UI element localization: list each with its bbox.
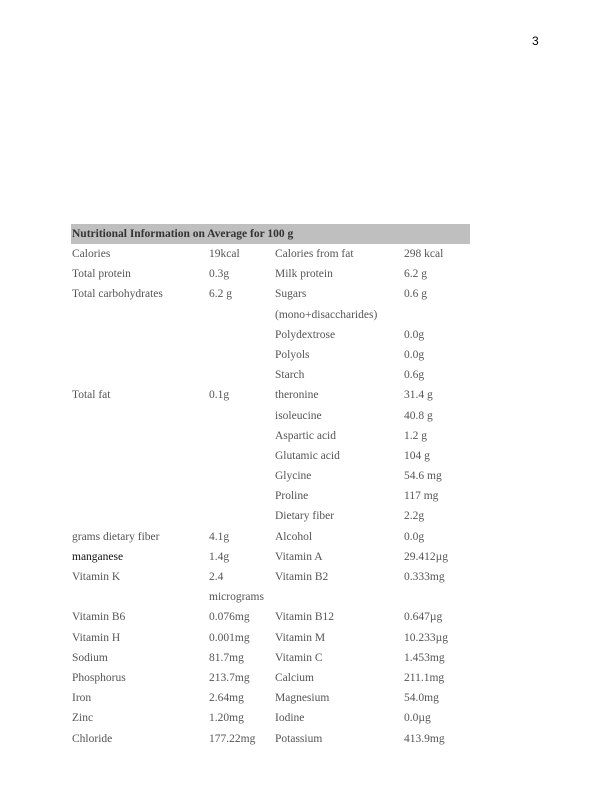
cell-c4: 54.0mg <box>404 692 439 705</box>
table-row <box>71 486 470 506</box>
cell-c4: 0.0g <box>404 328 425 341</box>
table-row <box>71 527 470 547</box>
cell-c2: 0.1g <box>209 389 230 402</box>
table-row <box>71 648 470 668</box>
table-row <box>71 708 470 728</box>
cell-c3: Vitamin M <box>275 631 326 644</box>
cell-c4: 0.6g <box>404 369 425 382</box>
table-row <box>71 506 470 526</box>
cell-c3: Iodine <box>275 712 305 725</box>
cell-c2: 4.1g <box>209 530 230 543</box>
cell-c3: theronine <box>275 389 319 402</box>
cell-c4: 40.8 g <box>404 409 433 422</box>
table-body <box>71 244 470 749</box>
table-row <box>71 426 470 446</box>
cell-c1: Vitamin K <box>72 571 121 584</box>
cell-c4: 413.9mg <box>404 732 445 745</box>
cell-c4: 298 kcal <box>404 248 444 260</box>
cell-c3: Alcohol <box>275 530 313 543</box>
cell-c4: 0.0g <box>404 530 425 543</box>
cell-c3: Glutamic acid <box>275 449 340 462</box>
cell-c4: 1.2 g <box>404 429 427 442</box>
cell-c3: Polydextrose <box>275 328 336 341</box>
table-row <box>71 567 470 607</box>
cell-c2: 177.22mg <box>209 732 256 745</box>
cell-c1: manganese <box>72 550 124 563</box>
table-row <box>71 244 470 264</box>
cell-c3: Magnesium <box>275 692 330 705</box>
cell-c2: 0.001mg <box>209 631 250 644</box>
table-title: Nutritional Information on Average for 100 g <box>71 224 470 244</box>
cell-c1: Zinc <box>72 712 94 725</box>
cell-c4: 0.647µg <box>404 611 443 624</box>
cell-c4: 0.333mg <box>404 571 445 584</box>
cell-c3: isoleucine <box>275 409 322 422</box>
cell-c2: 1.4g <box>209 550 230 563</box>
cell-c4: 0.0µg <box>404 712 431 725</box>
cell-c4: 104 g <box>404 449 430 462</box>
table-row <box>71 688 470 708</box>
cell-c2: 213.7mg <box>209 671 250 684</box>
cell-c1: Total fat <box>72 389 111 402</box>
table-row <box>71 385 470 405</box>
cell-line: Sugars <box>275 288 307 301</box>
cell-c4: 6.2 g <box>404 268 427 281</box>
cell-c3: Calcium <box>275 671 314 684</box>
cell-c3 <box>275 284 377 324</box>
cell-c3: Vitamin A <box>275 550 323 563</box>
table-row <box>71 325 470 345</box>
page-number: 3 <box>532 34 539 48</box>
cell-line: 2.4 <box>209 571 224 584</box>
cell-c1: Phosphorus <box>72 671 126 684</box>
table-row <box>71 446 470 466</box>
nutrition-table <box>71 224 470 749</box>
cell-c2: 1.20mg <box>209 712 244 725</box>
table-row <box>71 729 470 749</box>
cell-c2: 2.64mg <box>209 692 244 705</box>
table-row <box>71 668 470 688</box>
cell-c1: grams dietary fiber <box>72 530 160 543</box>
table-row <box>71 406 470 426</box>
cell-c4: 117 mg <box>404 490 439 503</box>
cell-c1: Total carbohydrates <box>72 288 163 301</box>
cell-c4: 0.6 g <box>404 288 427 301</box>
cell-c1: Chloride <box>72 732 113 745</box>
cell-c1: Iron <box>72 692 92 705</box>
table-row <box>71 345 470 365</box>
cell-c2: 81.7mg <box>209 651 244 664</box>
cell-c3: Milk protein <box>275 268 333 281</box>
cell-c4: 211.1mg <box>404 671 445 684</box>
cell-c3: Vitamin C <box>275 651 323 664</box>
cell-c4: 54.6 mg <box>404 470 442 483</box>
table-row <box>71 547 470 567</box>
cell-c2: 0.076mg <box>209 611 250 624</box>
cell-c3: Calories from fat <box>275 248 354 260</box>
cell-c4: 31.4 g <box>404 389 433 402</box>
cell-c1: Sodium <box>72 651 108 664</box>
table-row <box>71 607 470 627</box>
cell-c3: Polyols <box>275 348 310 361</box>
cell-c4: 29.412µg <box>404 550 449 563</box>
table-row <box>71 284 470 324</box>
cell-c1: Total protein <box>72 268 131 281</box>
cell-c2: 6.2 g <box>209 288 232 301</box>
cell-c3: Vitamin B12 <box>275 611 335 624</box>
cell-c3: Glycine <box>275 470 312 483</box>
cell-c4: 10.233µg <box>404 631 449 644</box>
table-row <box>71 628 470 648</box>
cell-c1: Vitamin B6 <box>72 611 126 624</box>
cell-c3: Vitamin B2 <box>275 571 329 584</box>
cell-c3: Dietary fiber <box>275 510 335 523</box>
cell-line: micrograms <box>209 591 264 604</box>
table-row <box>71 264 470 284</box>
cell-c1: Vitamin H <box>72 631 121 644</box>
cell-c2: 0.3g <box>209 268 230 281</box>
cell-c4: 2.2g <box>404 510 425 523</box>
cell-c3: Starch <box>275 369 305 382</box>
cell-c4: 0.0g <box>404 348 425 361</box>
cell-c4: 1.453mg <box>404 651 445 664</box>
cell-c1: Calories <box>72 248 111 260</box>
cell-c3: Potassium <box>275 732 323 745</box>
table-row <box>71 466 470 486</box>
cell-c3: Proline <box>275 490 309 503</box>
cell-c2 <box>209 567 264 607</box>
cell-line: (mono+disaccharides) <box>275 308 378 321</box>
cell-c3: Aspartic acid <box>275 429 336 442</box>
table-row <box>71 365 470 385</box>
cell-c2: 19kcal <box>209 248 240 260</box>
